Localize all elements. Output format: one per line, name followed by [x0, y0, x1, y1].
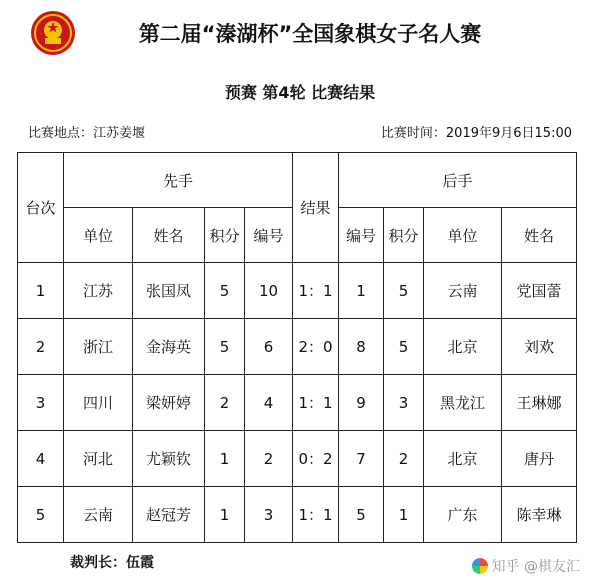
watermark	[472, 556, 580, 576]
cell-a-name: 尤颖钦	[133, 431, 205, 487]
cell-a-points: 2	[205, 375, 245, 431]
page-subtitle: 预赛 第4轮 比赛结果	[224, 83, 376, 102]
cell-b-unit: 北京	[424, 431, 502, 487]
watermark-text: 知乎 @棋友汇	[491, 559, 580, 575]
zhihu-icon	[472, 558, 488, 574]
cell-a-points: 1	[205, 431, 245, 487]
cell-table: 1	[18, 263, 64, 319]
header-b-unit: 单位	[424, 208, 502, 263]
time-text: 比赛时间：2019年9月6日15:00	[380, 126, 572, 141]
header-table-no: 台次	[18, 153, 64, 263]
cell-a-number: 4	[245, 375, 293, 431]
cell-a-points: 5	[205, 263, 245, 319]
header-a-name: 姓名	[133, 208, 205, 263]
cell-b-name: 王琳娜	[502, 375, 577, 431]
cell-a-number: 10	[245, 263, 293, 319]
cell-b-name: 陈幸琳	[502, 487, 577, 543]
cell-b-points: 3	[384, 375, 424, 431]
cell-result: 0：2	[293, 431, 339, 487]
header-second-mover: 后手	[339, 153, 577, 208]
table-row	[18, 375, 577, 431]
cell-a-unit: 江苏	[64, 263, 133, 319]
cell-b-number: 9	[339, 375, 384, 431]
cell-a-unit: 河北	[64, 431, 133, 487]
cell-result: 2：0	[293, 319, 339, 375]
table-row	[18, 487, 577, 543]
cell-b-points: 2	[384, 431, 424, 487]
cell-a-number: 2	[245, 431, 293, 487]
cell-result: 1：1	[293, 263, 339, 319]
referee-text: 裁判长：伍霞	[70, 555, 154, 571]
header-b-number: 编号	[339, 208, 384, 263]
cell-b-number: 8	[339, 319, 384, 375]
cell-a-name: 张国凤	[133, 263, 205, 319]
header-a-number: 编号	[245, 208, 293, 263]
cell-b-number: 1	[339, 263, 384, 319]
cell-b-name: 刘欢	[502, 319, 577, 375]
cell-b-number: 7	[339, 431, 384, 487]
results-table	[17, 152, 577, 543]
cell-b-unit: 广东	[424, 487, 502, 543]
cell-b-number: 5	[339, 487, 384, 543]
cell-b-unit: 黑龙江	[424, 375, 502, 431]
cell-b-unit: 北京	[424, 319, 502, 375]
venue-text: 比赛地点：江苏姜堰	[28, 126, 146, 141]
page-title: 第二届“溱湖杯”全国象棋女子名人赛	[138, 22, 482, 46]
cell-result: 1：1	[293, 487, 339, 543]
table-row	[18, 431, 577, 487]
header-result: 结果	[293, 153, 339, 263]
cell-result: 1：1	[293, 375, 339, 431]
header-b-points: 积分	[384, 208, 424, 263]
cell-b-name: 唐丹	[502, 431, 577, 487]
cell-a-name: 梁妍婷	[133, 375, 205, 431]
cell-b-name: 党国蕾	[502, 263, 577, 319]
cell-b-points: 1	[384, 487, 424, 543]
cell-a-points: 1	[205, 487, 245, 543]
cell-table: 2	[18, 319, 64, 375]
header-first-mover: 先手	[64, 153, 293, 208]
cell-table: 4	[18, 431, 64, 487]
cell-b-points: 5	[384, 319, 424, 375]
cell-a-number: 6	[245, 319, 293, 375]
cell-b-points: 5	[384, 263, 424, 319]
header-b-name: 姓名	[502, 208, 577, 263]
table-row	[18, 263, 577, 319]
cell-a-number: 3	[245, 487, 293, 543]
header-a-points: 积分	[205, 208, 245, 263]
cell-table: 3	[18, 375, 64, 431]
cell-a-points: 5	[205, 319, 245, 375]
cell-a-unit: 四川	[64, 375, 133, 431]
table-row	[18, 319, 577, 375]
cell-a-name: 赵冠芳	[133, 487, 205, 543]
cell-b-unit: 云南	[424, 263, 502, 319]
header-a-unit: 单位	[64, 208, 133, 263]
cell-a-unit: 云南	[64, 487, 133, 543]
cell-a-name: 金海英	[133, 319, 205, 375]
cell-a-unit: 浙江	[64, 319, 133, 375]
cell-table: 5	[18, 487, 64, 543]
